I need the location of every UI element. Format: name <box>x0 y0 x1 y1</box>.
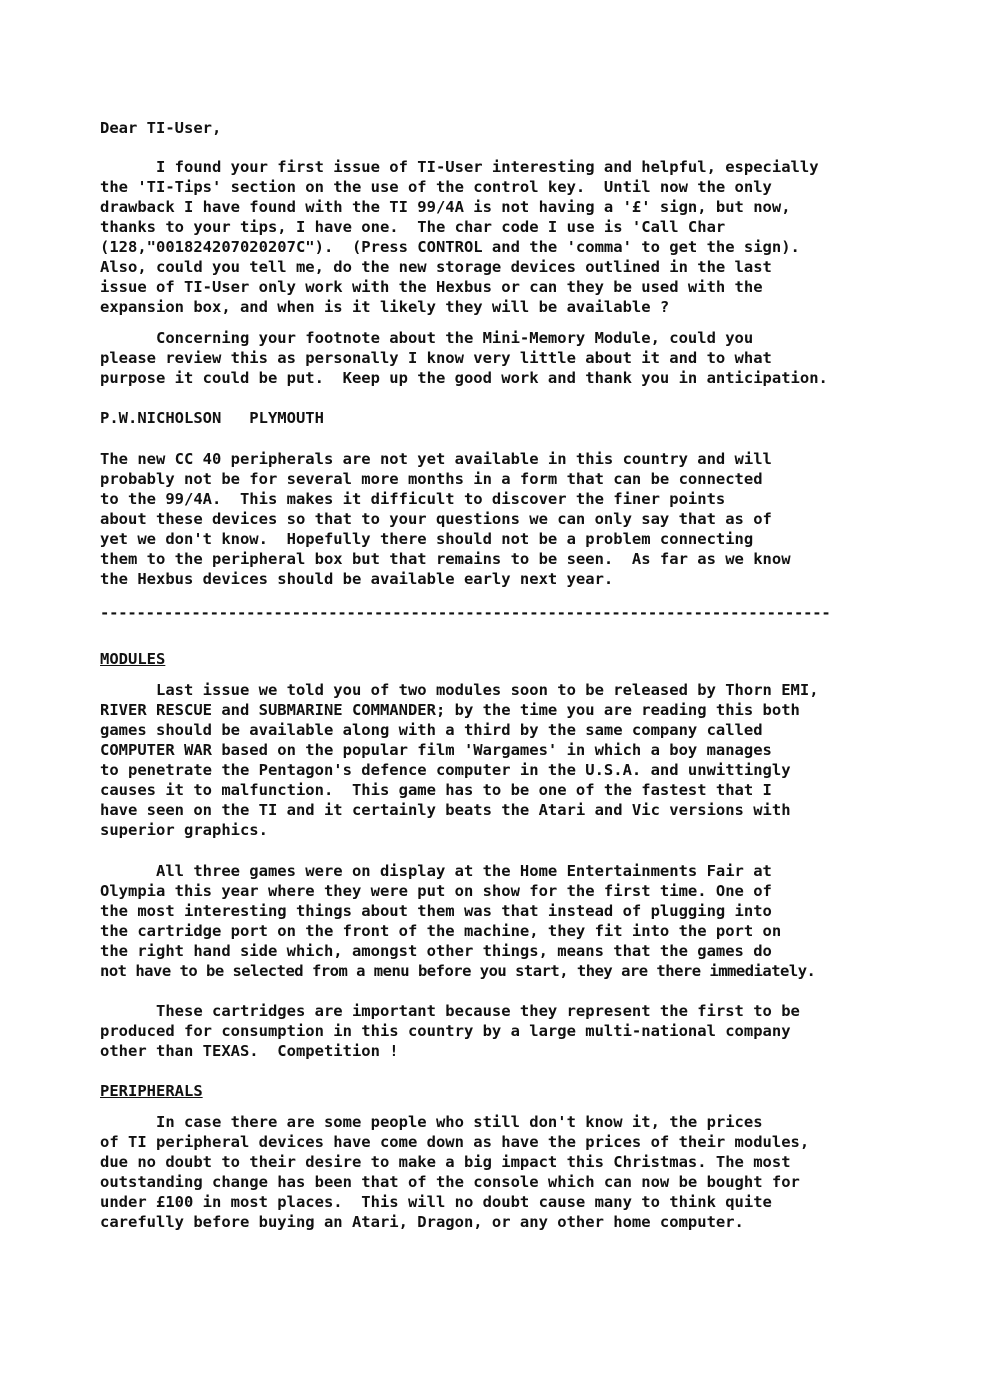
text-line: (128,"001824207020207C"). (Press CONTROL and the 'comma' to get the sign). <box>100 238 800 256</box>
salutation: Dear TI-User, <box>100 119 222 137</box>
text-line: RIVER RESCUE and SUBMARINE COMMANDER; by the time you are reading this both <box>100 701 800 719</box>
text-line: COMPUTER WAR based on the popular film 'Wargames' in which a boy manages <box>100 741 772 759</box>
text-line: produced for consumption in this country by a large multi-national company <box>100 1022 791 1040</box>
text-line: the 'TI-Tips' section on the use of the control key. Until now the only <box>100 178 772 196</box>
text-line: purpose it could be put. Keep up the good work and thank you in anticipation. <box>100 369 828 387</box>
text-line: causes it to malfunction. This game has to be one of the fastest that I <box>100 781 772 799</box>
text-line: have seen on the TI and it certainly beats the Atari and Vic versions with <box>100 801 791 819</box>
text-line: The new CC 40 peripherals are not yet available in this country and will <box>100 450 772 468</box>
section-heading-modules: MODULES <box>100 650 166 668</box>
text-line: thanks to your tips, I have one. The char code I use is 'Call Char <box>100 218 726 236</box>
section-heading-peripherals: PERIPHERALS <box>100 1082 203 1100</box>
text-line: Also, could you tell me, do the new storage devices outlined in the last <box>100 258 772 276</box>
text-line: under £100 in most places. This will no doubt cause many to think quite <box>100 1193 772 1211</box>
text-line: outstanding change has been that of the console which can now be bought for <box>100 1173 800 1191</box>
text-line: issue of TI-User only work with the Hexbus or can they be used with the <box>100 278 763 296</box>
text-line: the cartridge port on the front of the machine, they fit into the port on <box>100 922 782 940</box>
text-line: All three games were on display at the Home Entertainments Fair at <box>100 862 772 880</box>
text-line: games should be available along with a third by the same company called <box>100 721 763 739</box>
text-line: the most interesting things about them was that instead of plugging into <box>100 902 772 920</box>
text-line: about these devices so that to your questions we can only say that as of <box>100 510 772 528</box>
text-line: yet we don't know. Hopefully there should not be a problem connecting <box>100 530 754 548</box>
text-line: due no doubt to their desire to make a big impact this Christmas. The most <box>100 1153 791 1171</box>
text-line: Concerning your footnote about the Mini-Memory Module, could you <box>100 329 754 347</box>
text-line: please review this as personally I know very little about it and to what <box>100 349 772 367</box>
text-line: probably not be for several more months in a form that can be connected <box>100 470 763 488</box>
text-line: to penetrate the Pentagon's defence computer in the U.S.A. and unwittingly <box>100 761 791 779</box>
text-line: them to the peripheral box but that remains to be seen. As far as we know <box>100 550 791 568</box>
text-line: expansion box, and when is it likely they will be available ? <box>100 298 670 316</box>
text-line: In case there are some people who still don't know it, the prices <box>100 1113 763 1131</box>
text-line: Olympia this year where they were put on show for the first time. One of <box>100 882 772 900</box>
text-line: other than TEXAS. Competition ! <box>100 1042 399 1060</box>
text-line: These cartridges are important because they represent the first to be <box>100 1002 800 1020</box>
text-line: the right hand side which, amongst other things, means that the games do <box>100 942 772 960</box>
text-line: not have to be selected from a menu before you start, they are there immediately. <box>100 962 816 980</box>
text-line: to the 99/4A. This makes it difficult to discover the finer points <box>100 490 726 508</box>
text-line: the Hexbus devices should be available early next year. <box>100 570 614 588</box>
text-line: drawback I have found with the TI 99/4A is not having a '£' sign, but now, <box>100 198 791 216</box>
text-line: superior graphics. <box>100 821 268 839</box>
section-divider: -------------------------------------------------------------------------------- <box>100 604 831 622</box>
text-line: Last issue we told you of two modules soon to be released by Thorn EMI, <box>100 681 819 699</box>
text-line: I found your first issue of TI-User interesting and helpful, especially <box>100 158 819 176</box>
text-line: of TI peripheral devices have come down as have the prices of their modules, <box>100 1133 810 1151</box>
text-line: carefully before buying an Atari, Dragon, or any other home computer. <box>100 1213 744 1231</box>
letter-signature: P.W.NICHOLSON PLYMOUTH <box>100 409 324 427</box>
